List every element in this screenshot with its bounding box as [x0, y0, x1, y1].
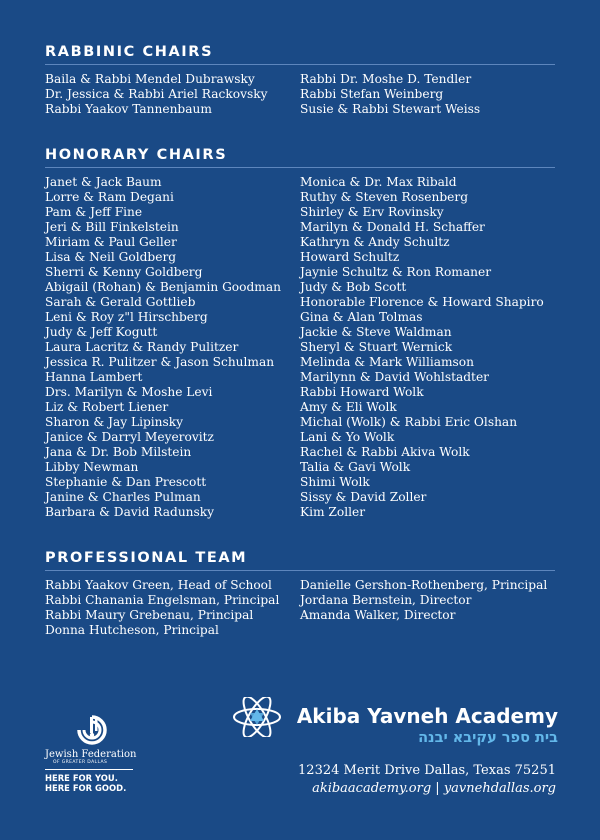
name-entry: Melinda & Mark Williamson: [300, 355, 474, 369]
name-entry: Judy & Bob Scott: [300, 280, 407, 294]
professional-team-section: [45, 549, 555, 638]
name-entry: Amanda Walker, Director: [300, 608, 456, 622]
honorary-chairs-section: [45, 146, 555, 520]
name-entry: Rabbi Howard Wolk: [300, 385, 424, 399]
name-entry: Talia & Gavi Wolk: [300, 460, 411, 474]
name-entry: Rabbi Yaakov Green, Head of School: [45, 578, 272, 592]
name-entry: Shirley & Erv Rovinsky: [300, 205, 444, 219]
name-entry: Rabbi Yaakov Tannenbaum: [45, 102, 212, 116]
name-entry: Sherri & Kenny Goldberg: [45, 265, 203, 279]
name-entry: Leni & Roy z"l Hirschberg: [45, 310, 208, 324]
jewish-federation-tagline-1: HERE FOR YOU.: [45, 773, 118, 783]
name-entry: Sarah & Gerald Gottlieb: [45, 295, 196, 309]
name-entry: Michal (Wolk) & Rabbi Eric Olshan: [300, 415, 518, 429]
akiba-yavneh-name: Akiba Yavneh Academy: [296, 704, 558, 728]
name-entry: Laura Lacritz & Randy Pulitzer: [45, 340, 239, 354]
name-entry: Amy & Eli Wolk: [300, 400, 397, 414]
section-divider: [45, 64, 555, 65]
name-entry: Pam & Jeff Fine: [45, 205, 143, 219]
rabbinic-chairs-right-column: [300, 72, 555, 117]
jewish-federation-subname: OF GREATER DALLAS: [53, 760, 108, 765]
name-entry: Rachel & Rabbi Akiva Wolk: [300, 445, 470, 459]
logo-divider: [45, 769, 133, 770]
name-entry: Jessica R. Pulitzer & Jason Schulman: [45, 355, 275, 369]
rabbinic-chairs-heading: RABBINIC CHAIRS: [45, 44, 214, 60]
name-entry: Hanna Lambert: [45, 370, 143, 384]
rabbinic-chairs-section: [45, 43, 555, 117]
name-entry: Honorable Florence & Howard Shapiro: [300, 295, 544, 309]
name-entry: Sharon & Jay Lipinsky: [45, 415, 184, 429]
name-entry: Lorre & Ram Degani: [45, 190, 174, 204]
name-entry: Rabbi Dr. Moshe D. Tendler: [300, 72, 472, 86]
name-entry: Marilyn & Donald H. Schaffer: [300, 220, 485, 234]
name-entry: Kathryn & Andy Schultz: [300, 235, 450, 249]
honorary-chairs-left-column: [45, 175, 300, 520]
star-of-david-atom-icon: [232, 697, 282, 737]
name-entry: Jordana Bernstein, Director: [300, 593, 472, 607]
name-entry: Drs. Marilyn & Moshe Levi: [45, 385, 213, 399]
school-websites: akibaacademy.org | yavnehdallas.org: [312, 781, 556, 796]
name-entry: Marilynn & David Wohlstadter: [300, 370, 489, 384]
honorary-chairs-heading: HONORARY CHAIRS: [45, 147, 228, 163]
name-entry: Susie & Rabbi Stewart Weiss: [300, 102, 481, 116]
jewish-federation-name: Jewish Federation: [45, 749, 137, 760]
name-entry: Rabbi Chanania Engelsman, Principal: [45, 593, 280, 607]
school-address: 12324 Merit Drive Dallas, Texas 75251: [298, 763, 556, 778]
jewish-federation-logo: [45, 713, 140, 793]
name-entry: Gina & Alan Tolmas: [300, 310, 423, 324]
name-entry: Abigail (Rohan) & Benjamin Goodman: [45, 280, 281, 294]
professional-team-heading: PROFESSIONAL TEAM: [45, 550, 248, 566]
name-entry: Dr. Jessica & Rabbi Ariel Rackovsky: [45, 87, 268, 101]
name-entry: Danielle Gershon-Rothenberg, Principal: [300, 578, 548, 592]
professional-team-left-column: [45, 578, 300, 638]
name-entry: Lisa & Neil Goldberg: [45, 250, 177, 264]
name-entry: Jaynie Schultz & Ron Romaner: [300, 265, 492, 279]
name-entry: Liz & Robert Liener: [45, 400, 169, 414]
name-entry: Judy & Jeff Kogutt: [45, 325, 158, 339]
name-entry: Lani & Yo Wolk: [300, 430, 395, 444]
name-entry: Janet & Jack Baum: [45, 175, 162, 189]
name-entry: Rabbi Maury Grebenau, Principal: [45, 608, 254, 622]
name-entry: Shimi Wolk: [300, 475, 370, 489]
name-entry: Rabbi Stefan Weinberg: [300, 87, 444, 101]
rabbinic-chairs-left-column: [45, 72, 300, 117]
name-entry: Donna Hutcheson, Principal: [45, 623, 219, 637]
name-entry: Sheryl & Stuart Wernick: [300, 340, 453, 354]
name-entry: Baila & Rabbi Mendel Dubrawsky: [45, 72, 255, 86]
akiba-yavneh-hebrew-name: בית ספר עקיבא יבנה: [418, 730, 558, 746]
name-entry: Sissy & David Zoller: [300, 490, 427, 504]
name-entry: Jana & Dr. Bob Milstein: [45, 445, 192, 459]
honorary-chairs-right-column: [300, 175, 555, 520]
name-entry: Barbara & David Radunsky: [45, 505, 215, 519]
name-entry: Howard Schultz: [300, 250, 400, 264]
name-entry: Jeri & Bill Finkelstein: [45, 220, 179, 234]
name-entry: Janine & Charles Pulman: [45, 490, 201, 504]
name-entry: Ruthy & Steven Rosenberg: [300, 190, 469, 204]
name-entry: Janice & Darryl Meyerovitz: [45, 430, 214, 444]
section-divider: [45, 570, 555, 571]
akiba-yavneh-logo: [230, 697, 558, 749]
jewish-federation-emblem-icon: [75, 713, 109, 747]
name-entry: Monica & Dr. Max Ribald: [300, 175, 457, 189]
name-entry: Miriam & Paul Geller: [45, 235, 177, 249]
name-entry: Libby Newman: [45, 460, 139, 474]
name-entry: Stephanie & Dan Prescott: [45, 475, 207, 489]
professional-team-right-column: [300, 578, 555, 638]
name-entry: Kim Zoller: [300, 505, 366, 519]
section-divider: [45, 167, 555, 168]
name-entry: Jackie & Steve Waldman: [300, 325, 452, 339]
jewish-federation-tagline-2: HERE FOR GOOD.: [45, 783, 127, 793]
